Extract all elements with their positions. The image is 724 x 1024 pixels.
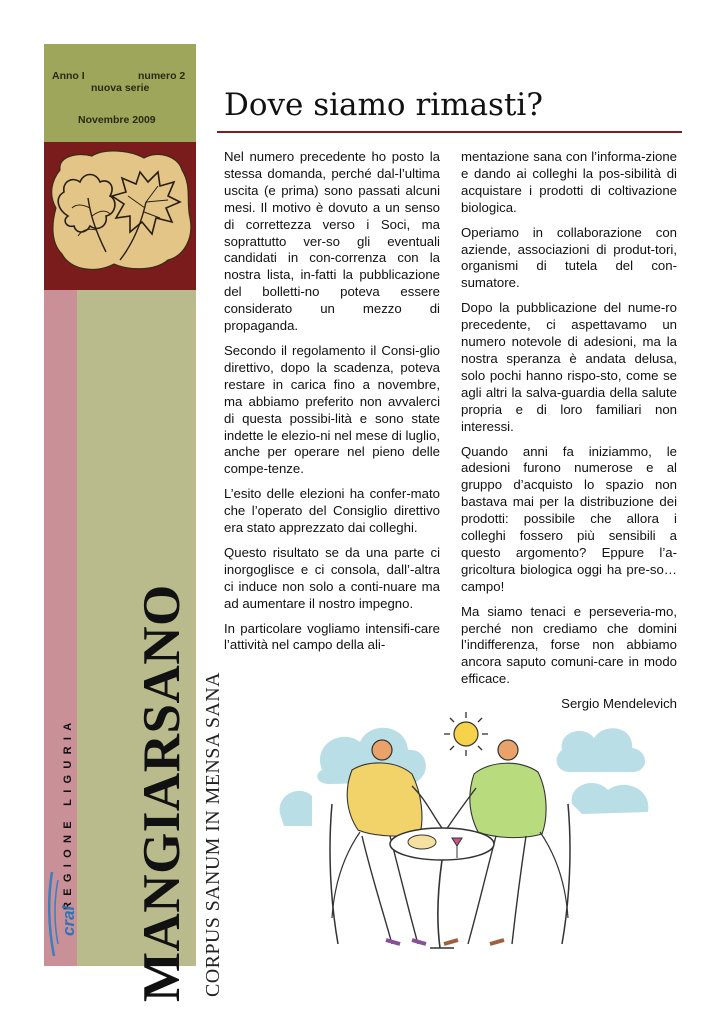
author-signature: Sergio Mendelevich [561,696,677,712]
svg-text:cral: cral [59,905,78,936]
autumn-leaves-illustration [44,142,196,290]
cral-logo [44,866,84,960]
issue-info-box [44,44,196,142]
title-rule [217,131,682,133]
issue-date: Novembre 2009 [78,114,156,126]
article-column-1 [224,149,440,662]
sidebar [44,44,224,1002]
leaves-panel [44,142,196,290]
masthead-motto: CORPUS SANUM IN MENSA SANA [202,672,224,997]
paragraph: Quando anni fa iniziammo, le adesioni furono numerose e al gruppo d’acquisto lo spazio non bastava mai per la distribuzione dei prodotti: possibile che allora i colleghi fossero più sensibili a questo argomento? Eppure l’a-gricoltura biologica oggi ha pre-so… campo! [461,443,677,594]
paragraph: Dopo la pubblicazione del nume-ro precedente, ci aspettavamo un numero notevole di adesioni, ma la nostra speranza è andata delusa, solo pochi hanno rispo-sto, come se agli altri la salva-guardia della salute propria e di loro familiari non interessi. [461,300,677,434]
couple-dining-illustration [272,708,692,958]
paragraph: L’esito delle elezioni ha confer-mato che l’operato del Consiglio direttivo era stato apprezzato dai colleghi. [224,486,440,536]
issue-series: nuova serie [91,82,150,94]
paragraph: In particolare vogliamo intensifi-care l’attività nel campo della ali- [224,620,440,653]
paragraph: mentazione sana con l’informa-zione e dando ai colleghi la pos-sibilità di acquistare i prodotti di coltivazione biologica. [461,149,677,215]
issue-number: numero 2 [138,70,186,82]
article-column-2 [461,149,677,721]
article-title: Dove siamo rimasti? [224,87,543,123]
region-label: REGIONE LIGURIA [62,716,74,910]
masthead-title: MANGIARSANO [133,584,191,1002]
paragraph: Secondo il regolamento il Consi-glio direttivo, dopo la scadenza, poteva restare in carica fino a novembre, ma abbiamo preferito non avvalerci di questa possibi-lità e sono state indette le elezio-ni nel mese di luglio, anche per operare nel pieno delle compe-tenze. [224,342,440,477]
paragraph: Nel numero precedente ho posto la stessa domanda, perché dal-l’ultima uscita (e prima) sono passati alcuni mesi. Il motivo è dovuto a un senso di correttezza verso i Soci, ma soprattutto ver-so gli eventuali candidati in con-correnza con la nostra lista, in-fatti la pubblicazione del bolletti-no poteva essere considerato un mezzo di propaganda. [224,149,440,334]
paragraph: Operiamo in collaborazione con aziende, associazioni di produt-tori, organismi di tutela del con-sumatore. [461,224,677,291]
issue-year: Anno I [52,70,85,82]
paragraph: Questo risultato se da una parte ci inorgoglisce e ci consola, dall’-altra ci induce non solo a conti-nuare ma ad aumentare il nostro impegno. [224,544,440,611]
paragraph: Ma siamo tenaci e perseveria-mo, perché non crediamo che domini l’indifferenza, forse non abbiamo ancora saputo comuni-care in modo efficace. [461,603,677,687]
